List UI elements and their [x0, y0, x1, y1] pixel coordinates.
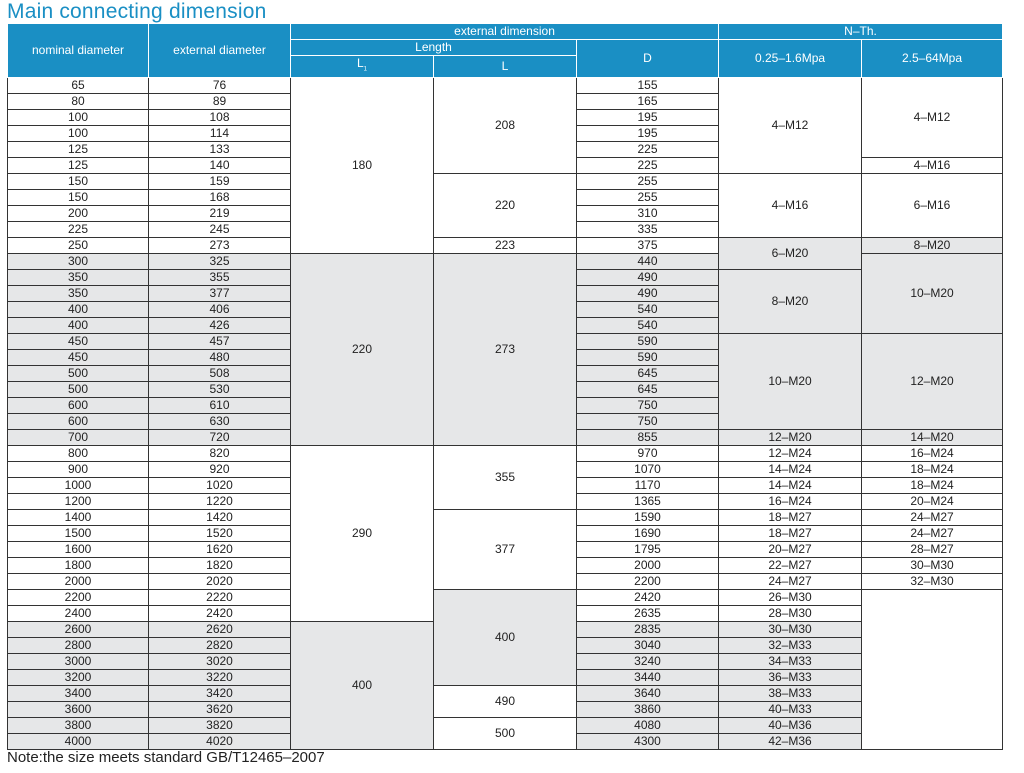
nominal-diameter-cell: 1000: [8, 478, 149, 494]
table-row: [8, 686, 1003, 702]
external-diameter-cell: 89: [149, 94, 291, 110]
l-cell: 273: [434, 254, 577, 446]
nth-high-cell: 8–M20: [862, 238, 1003, 254]
l-cell: 490: [434, 686, 577, 718]
nominal-diameter-cell: 300: [8, 254, 149, 270]
nominal-diameter-cell: 3600: [8, 702, 149, 718]
l-cell: 223: [434, 238, 577, 254]
d-cell: 255: [577, 174, 719, 190]
nominal-diameter-cell: 225: [8, 222, 149, 238]
d-cell: 750: [577, 414, 719, 430]
nominal-diameter-cell: 4000: [8, 734, 149, 750]
header-l1-subscript: 1: [363, 66, 368, 73]
nth-low-cell: 40–M36: [719, 718, 862, 734]
nominal-diameter-cell: 250: [8, 238, 149, 254]
table-header: [8, 24, 1003, 78]
external-diameter-cell: 406: [149, 302, 291, 318]
d-cell: 590: [577, 334, 719, 350]
external-diameter-cell: 2820: [149, 638, 291, 654]
d-cell: 590: [577, 350, 719, 366]
page-title: Main connecting dimension: [7, 0, 267, 23]
external-diameter-cell: 1620: [149, 542, 291, 558]
nth-low-cell: 18–M27: [719, 526, 862, 542]
external-diameter-cell: 508: [149, 366, 291, 382]
d-cell: 490: [577, 270, 719, 286]
external-diameter-cell: 820: [149, 446, 291, 462]
nominal-diameter-cell: 450: [8, 350, 149, 366]
external-diameter-cell: 1020: [149, 478, 291, 494]
nth-high-cell: 14–M20: [862, 430, 1003, 446]
external-diameter-cell: 3620: [149, 702, 291, 718]
d-cell: 645: [577, 366, 719, 382]
footnote: Note:the size meets standard GB/T12465–2007: [7, 749, 325, 766]
l-cell: 220: [434, 174, 577, 238]
nth-low-cell: 32–M33: [719, 638, 862, 654]
nominal-diameter-cell: 65: [8, 78, 149, 94]
d-cell: 970: [577, 446, 719, 462]
header-pressure-low: 0.25–1.6Mpa: [719, 40, 862, 78]
external-diameter-cell: 168: [149, 190, 291, 206]
nth-low-cell: 36–M33: [719, 670, 862, 686]
header-l1: [291, 56, 434, 78]
table-row: [8, 510, 1003, 526]
d-cell: 3440: [577, 670, 719, 686]
nominal-diameter-cell: 3400: [8, 686, 149, 702]
external-diameter-cell: 159: [149, 174, 291, 190]
nominal-diameter-cell: 80: [8, 94, 149, 110]
nth-low-cell: 10–M20: [719, 334, 862, 430]
external-diameter-cell: 3020: [149, 654, 291, 670]
header-nominal-diameter: nominal diameter: [8, 24, 149, 78]
d-cell: 195: [577, 126, 719, 142]
nth-low-cell: 30–M30: [719, 622, 862, 638]
external-diameter-cell: 140: [149, 158, 291, 174]
header-external-dimension: external dimension: [291, 24, 719, 40]
external-diameter-cell: 920: [149, 462, 291, 478]
d-cell: 4080: [577, 718, 719, 734]
d-cell: 225: [577, 158, 719, 174]
nominal-diameter-cell: 450: [8, 334, 149, 350]
nominal-diameter-cell: 2000: [8, 574, 149, 590]
l1-cell: 220: [291, 254, 434, 446]
external-diameter-cell: 630: [149, 414, 291, 430]
header-d: D: [577, 40, 719, 78]
nth-high-cell: 6–M16: [862, 174, 1003, 238]
nominal-diameter-cell: 1800: [8, 558, 149, 574]
d-cell: 1690: [577, 526, 719, 542]
d-cell: 3040: [577, 638, 719, 654]
nth-high-cell: 4–M16: [862, 158, 1003, 174]
nth-high-cell: 10–M20: [862, 254, 1003, 334]
nominal-diameter-cell: 400: [8, 318, 149, 334]
nth-low-cell: 24–M27: [719, 574, 862, 590]
d-cell: 1070: [577, 462, 719, 478]
nth-high-cell: 30–M30: [862, 558, 1003, 574]
d-cell: 645: [577, 382, 719, 398]
nth-low-cell: 22–M27: [719, 558, 862, 574]
nth-low-cell: 8–M20: [719, 270, 862, 334]
nominal-diameter-cell: 600: [8, 398, 149, 414]
nominal-diameter-cell: 800: [8, 446, 149, 462]
external-diameter-cell: 457: [149, 334, 291, 350]
nth-high-cell: 32–M30: [862, 574, 1003, 590]
nominal-diameter-cell: 3000: [8, 654, 149, 670]
external-diameter-cell: 108: [149, 110, 291, 126]
l-cell: 208: [434, 78, 577, 174]
table-row: [8, 238, 1003, 254]
nominal-diameter-cell: 2600: [8, 622, 149, 638]
d-cell: 195: [577, 110, 719, 126]
external-diameter-cell: 3220: [149, 670, 291, 686]
nth-low-cell: 4–M16: [719, 174, 862, 238]
d-cell: 1170: [577, 478, 719, 494]
header-pressure-high: 2.5–64Mpa: [862, 40, 1003, 78]
nominal-diameter-cell: 1400: [8, 510, 149, 526]
external-diameter-cell: 76: [149, 78, 291, 94]
nth-low-cell: 6–M20: [719, 238, 862, 270]
nominal-diameter-cell: 100: [8, 126, 149, 142]
nominal-diameter-cell: 2400: [8, 606, 149, 622]
d-cell: 165: [577, 94, 719, 110]
external-diameter-cell: 3820: [149, 718, 291, 734]
nth-low-cell: 14–M24: [719, 462, 862, 478]
d-cell: 375: [577, 238, 719, 254]
external-diameter-cell: 1420: [149, 510, 291, 526]
nth-high-cell: [862, 590, 1003, 750]
nominal-diameter-cell: 1500: [8, 526, 149, 542]
external-diameter-cell: 1820: [149, 558, 291, 574]
external-diameter-cell: 114: [149, 126, 291, 142]
external-diameter-cell: 2220: [149, 590, 291, 606]
external-diameter-cell: 377: [149, 286, 291, 302]
nominal-diameter-cell: 1600: [8, 542, 149, 558]
nth-low-cell: 12–M20: [719, 430, 862, 446]
external-diameter-cell: 1520: [149, 526, 291, 542]
external-diameter-cell: 245: [149, 222, 291, 238]
external-diameter-cell: 1220: [149, 494, 291, 510]
l1-cell: 400: [291, 622, 434, 750]
table-row: [8, 174, 1003, 190]
external-diameter-cell: 426: [149, 318, 291, 334]
nominal-diameter-cell: 100: [8, 110, 149, 126]
d-cell: 540: [577, 302, 719, 318]
table-row: [8, 78, 1003, 94]
nth-high-cell: 20–M24: [862, 494, 1003, 510]
nth-high-cell: 16–M24: [862, 446, 1003, 462]
nth-low-cell: 26–M30: [719, 590, 862, 606]
nominal-diameter-cell: 700: [8, 430, 149, 446]
d-cell: 855: [577, 430, 719, 446]
nth-high-cell: 12–M20: [862, 334, 1003, 430]
d-cell: 2835: [577, 622, 719, 638]
external-diameter-cell: 4020: [149, 734, 291, 750]
d-cell: 155: [577, 78, 719, 94]
nth-high-cell: 18–M24: [862, 478, 1003, 494]
nth-high-cell: 24–M27: [862, 526, 1003, 542]
external-diameter-cell: 273: [149, 238, 291, 254]
nominal-diameter-cell: 350: [8, 286, 149, 302]
nominal-diameter-cell: 350: [8, 270, 149, 286]
d-cell: 3640: [577, 686, 719, 702]
d-cell: 225: [577, 142, 719, 158]
nominal-diameter-cell: 600: [8, 414, 149, 430]
external-diameter-cell: 480: [149, 350, 291, 366]
header-nth: N–Th.: [719, 24, 1003, 40]
nth-low-cell: 40–M33: [719, 702, 862, 718]
l-cell: 377: [434, 510, 577, 590]
nth-low-cell: 12–M24: [719, 446, 862, 462]
d-cell: 3240: [577, 654, 719, 670]
external-diameter-cell: 3420: [149, 686, 291, 702]
nth-high-cell: 28–M27: [862, 542, 1003, 558]
nominal-diameter-cell: 200: [8, 206, 149, 222]
l-cell: 400: [434, 590, 577, 686]
nth-high-cell: 18–M24: [862, 462, 1003, 478]
nth-low-cell: 34–M33: [719, 654, 862, 670]
table-row: [8, 718, 1003, 734]
d-cell: 2420: [577, 590, 719, 606]
header-l: L: [434, 56, 577, 78]
d-cell: 1795: [577, 542, 719, 558]
d-cell: 750: [577, 398, 719, 414]
l1-cell: 180: [291, 78, 434, 254]
nominal-diameter-cell: 500: [8, 382, 149, 398]
nth-low-cell: 20–M27: [719, 542, 862, 558]
nth-low-cell: 38–M33: [719, 686, 862, 702]
nominal-diameter-cell: 500: [8, 366, 149, 382]
nth-low-cell: 14–M24: [719, 478, 862, 494]
external-diameter-cell: 219: [149, 206, 291, 222]
nominal-diameter-cell: 400: [8, 302, 149, 318]
nominal-diameter-cell: 150: [8, 190, 149, 206]
external-diameter-cell: 530: [149, 382, 291, 398]
d-cell: 2200: [577, 574, 719, 590]
d-cell: 440: [577, 254, 719, 270]
d-cell: 2000: [577, 558, 719, 574]
d-cell: 335: [577, 222, 719, 238]
nth-low-cell: 18–M27: [719, 510, 862, 526]
nominal-diameter-cell: 2200: [8, 590, 149, 606]
nominal-diameter-cell: 125: [8, 142, 149, 158]
d-cell: 2635: [577, 606, 719, 622]
table-body: [8, 78, 1003, 750]
external-diameter-cell: 2020: [149, 574, 291, 590]
table-row: [8, 446, 1003, 462]
nth-low-cell: 42–M36: [719, 734, 862, 750]
d-cell: 1365: [577, 494, 719, 510]
d-cell: 3860: [577, 702, 719, 718]
nominal-diameter-cell: 3200: [8, 670, 149, 686]
nth-high-cell: 24–M27: [862, 510, 1003, 526]
nominal-diameter-cell: 125: [8, 158, 149, 174]
external-diameter-cell: 133: [149, 142, 291, 158]
dimension-table: [7, 23, 1003, 750]
external-diameter-cell: 325: [149, 254, 291, 270]
nominal-diameter-cell: 3800: [8, 718, 149, 734]
external-diameter-cell: 610: [149, 398, 291, 414]
nominal-diameter-cell: 2800: [8, 638, 149, 654]
nth-low-cell: 28–M30: [719, 606, 862, 622]
external-diameter-cell: 720: [149, 430, 291, 446]
external-diameter-cell: 2620: [149, 622, 291, 638]
d-cell: 540: [577, 318, 719, 334]
l-cell: 500: [434, 718, 577, 750]
d-cell: 255: [577, 190, 719, 206]
l1-cell: 290: [291, 446, 434, 622]
header-length: Length: [291, 40, 577, 56]
d-cell: 490: [577, 286, 719, 302]
header-external-diameter: external diameter: [149, 24, 291, 78]
nominal-diameter-cell: 900: [8, 462, 149, 478]
external-diameter-cell: 355: [149, 270, 291, 286]
nth-high-cell: 4–M12: [862, 78, 1003, 158]
header-l1-label: L: [356, 56, 364, 70]
nominal-diameter-cell: 1200: [8, 494, 149, 510]
nth-low-cell: 16–M24: [719, 494, 862, 510]
table-row: [8, 590, 1003, 606]
d-cell: 310: [577, 206, 719, 222]
l-cell: 355: [434, 446, 577, 510]
nominal-diameter-cell: 150: [8, 174, 149, 190]
external-diameter-cell: 2420: [149, 606, 291, 622]
d-cell: 1590: [577, 510, 719, 526]
d-cell: 4300: [577, 734, 719, 750]
nth-low-cell: 4–M12: [719, 78, 862, 174]
